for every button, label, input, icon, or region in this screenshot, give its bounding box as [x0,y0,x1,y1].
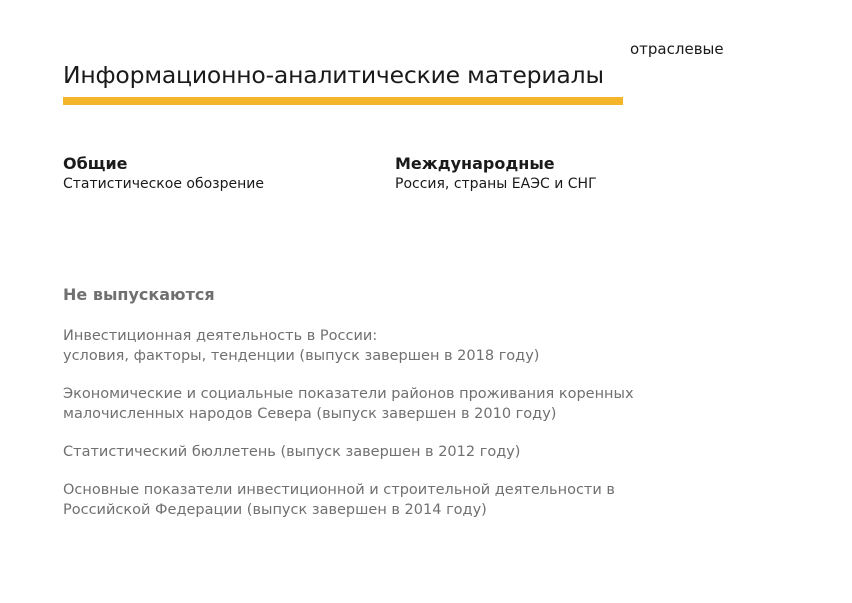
discontinued-item-line: Экономические и социальные показатели районов проживания коренных [63,386,634,402]
title-underline [63,97,623,105]
discontinued-item-line: малочисленных народов Севера (выпуск завершен в 2010 году) [63,406,557,422]
russia-eaeu-cis-link[interactable]: Россия, страны ЕАЭС и СНГ [395,176,597,192]
category-general[interactable] [63,154,264,194]
discontinued-item-line: Инвестиционная деятельность в России: [63,328,378,344]
sectoral-tab-link[interactable]: отраслевые [630,40,724,58]
discontinued-item-line: условия, факторы, тенденции (выпуск завершен в 2018 году) [63,348,540,364]
category-international[interactable] [395,154,597,194]
discontinued-item-statistical-bulletin[interactable] [63,442,683,462]
discontinued-item-line: Основные показатели инвестиционной и строительной деятельности в [63,482,615,498]
category-general-heading: Общие [63,154,128,173]
discontinued-item-line: Статистический бюллетень (выпуск завершен в 2012 году) [63,444,521,460]
discontinued-heading: Не выпускаются [63,285,215,304]
page-title: Информационно-аналитические материалы [63,61,604,89]
discontinued-item-construction-indicators[interactable] [63,480,683,520]
statistical-review-link[interactable]: Статистическое обозрение [63,176,264,192]
discontinued-item-indigenous-peoples[interactable] [63,384,683,424]
discontinued-section [63,284,683,538]
discontinued-item-investment-activity[interactable] [63,326,683,366]
discontinued-item-line: Российской Федерации (выпуск завершен в 2014 году) [63,502,487,518]
category-international-heading: Международные [395,154,555,173]
